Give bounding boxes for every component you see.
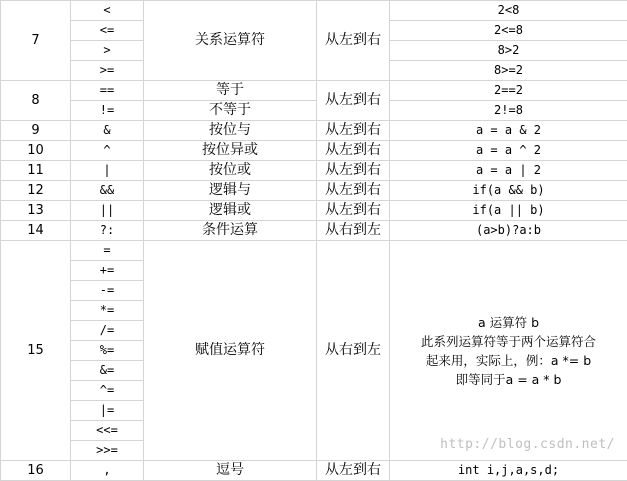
precedence-number: 7: [1, 1, 71, 81]
usage-example: 8>=2: [390, 61, 627, 81]
precedence-number: 16: [1, 461, 71, 481]
operator-symbol: ?:: [71, 221, 144, 241]
operator-symbol: +=: [71, 261, 144, 281]
associativity: 从左到右: [317, 201, 390, 221]
operator-symbol: >: [71, 41, 144, 61]
usage-example: 2==2: [390, 81, 627, 101]
table-row: [1, 461, 627, 481]
operator-symbol: ^=: [71, 381, 144, 401]
usage-example: 2<8: [390, 1, 627, 21]
precedence-number: 11: [1, 161, 71, 181]
operator-symbol: >>=: [71, 441, 144, 461]
table-row: [1, 181, 627, 201]
operator-description: 逗号: [144, 461, 317, 481]
operator-symbol: &: [71, 121, 144, 141]
operator-description: 按位异或: [144, 141, 317, 161]
operator-description: 关系运算符: [144, 1, 317, 81]
operator-description: 按位与: [144, 121, 317, 141]
operator-symbol: =: [71, 241, 144, 261]
operator-symbol: ==: [71, 81, 144, 101]
usage-example: (a>b)?a:b: [390, 221, 627, 241]
table-row: [1, 1, 627, 21]
usage-example: int i,j,a,s,d;: [390, 461, 627, 481]
usage-example: if(a && b): [390, 181, 627, 201]
watermark: http://blog.csdn.net/: [440, 437, 615, 452]
operator-symbol: %=: [71, 341, 144, 361]
operator-symbol: >=: [71, 61, 144, 81]
operator-symbol: ,: [71, 461, 144, 481]
usage-example: if(a || b): [390, 201, 627, 221]
associativity: 从右到左: [317, 241, 390, 461]
usage-note: [390, 241, 627, 461]
associativity: 从左到右: [317, 141, 390, 161]
associativity: 从左到右: [317, 161, 390, 181]
table-row: [1, 141, 627, 161]
operator-symbol: <: [71, 1, 144, 21]
note-line: 即等同于a = a * b: [390, 370, 627, 389]
usage-example: 8>2: [390, 41, 627, 61]
associativity: 从左到右: [317, 121, 390, 141]
usage-example: a = a | 2: [390, 161, 627, 181]
operator-description: 逻辑或: [144, 201, 317, 221]
precedence-number: 8: [1, 81, 71, 121]
table-row: [1, 201, 627, 221]
operator-symbol: |=: [71, 401, 144, 421]
precedence-number: 12: [1, 181, 71, 201]
note-line: 此系列运算符等于两个运算符合: [390, 332, 627, 351]
operator-description: 条件运算: [144, 221, 317, 241]
table-row: [1, 101, 627, 121]
table-row: [1, 241, 627, 261]
associativity: 从右到左: [317, 221, 390, 241]
operator-symbol: |: [71, 161, 144, 181]
note-line: 起来用，实际上，例：a *= b: [390, 351, 627, 370]
precedence-number: 10: [1, 141, 71, 161]
operator-symbol: *=: [71, 301, 144, 321]
table-row: [1, 121, 627, 141]
usage-example: a = a & 2: [390, 121, 627, 141]
operator-description: 等于: [144, 81, 317, 101]
operator-symbol: &=: [71, 361, 144, 381]
table-row: [1, 81, 627, 101]
operator-symbol: ^: [71, 141, 144, 161]
operator-symbol: <<=: [71, 421, 144, 441]
operator-description: 逻辑与: [144, 181, 317, 201]
operator-description: 不等于: [144, 101, 317, 121]
precedence-number: 13: [1, 201, 71, 221]
associativity: 从左到右: [317, 461, 390, 481]
precedence-number: 14: [1, 221, 71, 241]
associativity: 从左到右: [317, 181, 390, 201]
operator-description: 按位或: [144, 161, 317, 181]
operator-symbol: -=: [71, 281, 144, 301]
usage-example: 2!=8: [390, 101, 627, 121]
operator-symbol: ||: [71, 201, 144, 221]
table-row: [1, 221, 627, 241]
note-line: a 运算符 b: [390, 313, 627, 332]
operator-description: 赋值运算符: [144, 241, 317, 461]
table-row: [1, 161, 627, 181]
operator-symbol: <=: [71, 21, 144, 41]
operator-symbol: /=: [71, 321, 144, 341]
precedence-number: 15: [1, 241, 71, 461]
associativity: 从左到右: [317, 81, 390, 121]
usage-example: a = a ^ 2: [390, 141, 627, 161]
precedence-number: 9: [1, 121, 71, 141]
usage-example: 2<=8: [390, 21, 627, 41]
associativity: 从左到右: [317, 1, 390, 81]
operator-symbol: !=: [71, 101, 144, 121]
operator-symbol: &&: [71, 181, 144, 201]
